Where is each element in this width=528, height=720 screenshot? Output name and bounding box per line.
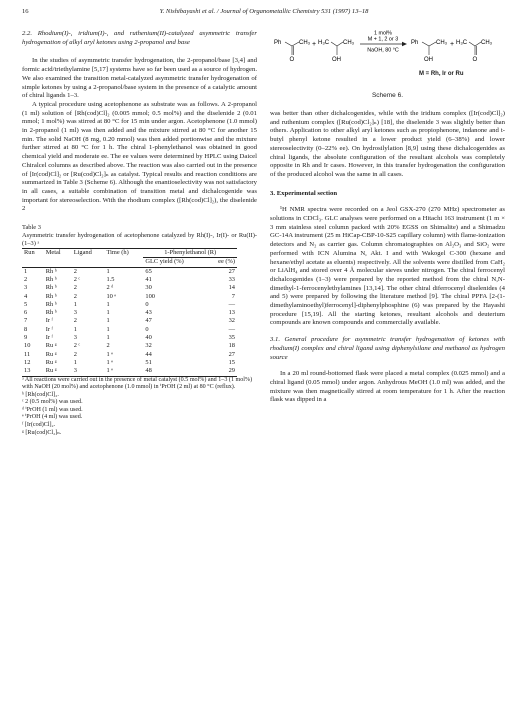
time-cell: 1 xyxy=(106,300,110,308)
ee-cell: 15 xyxy=(228,358,235,366)
table-row xyxy=(22,276,237,284)
time-cell: 10 ᵉ xyxy=(106,292,117,300)
glc-yield-cell: 100 xyxy=(145,292,155,300)
time-cell: 2 ᵈ xyxy=(106,284,114,292)
table-row xyxy=(22,293,237,301)
ee-cell: 27 xyxy=(228,267,235,275)
table-footnote: ᵍ [Ru(cod)Cl₂]ₙ. xyxy=(22,429,62,436)
glc-yield-cell: 30 xyxy=(145,284,152,292)
run-cell: 1 xyxy=(24,267,28,275)
time-cell: 1.5 xyxy=(106,275,115,283)
run-cell: 4 xyxy=(24,292,28,300)
running-header xyxy=(22,6,506,18)
ligand-cell: 2 ᶜ xyxy=(73,275,81,283)
ee-cell: — xyxy=(228,300,235,308)
o-label: O xyxy=(472,57,478,63)
catalyst-loading: 1 mol% xyxy=(374,30,392,37)
oh-label: OH xyxy=(332,57,341,63)
ligand-cell: 2 xyxy=(73,317,77,325)
table-footnote: ᵈ ⁱPrOH (1 ml) was used. xyxy=(22,406,83,413)
ch3-label: CH₃ xyxy=(436,40,448,46)
table-row xyxy=(22,359,237,367)
o-label: O xyxy=(289,57,295,63)
plus-sign: + xyxy=(312,41,317,48)
ligand-cell: 2 xyxy=(73,267,77,275)
time-cell: 1 xyxy=(106,317,110,325)
run-cell: 8 xyxy=(24,325,28,333)
ee-cell: 35 xyxy=(228,334,235,342)
metal-cell: Ru ᵍ xyxy=(45,358,57,366)
ee-cell: 14 xyxy=(228,284,235,292)
glc-yield-cell: 40 xyxy=(145,334,152,342)
glc-yield-cell: 51 xyxy=(145,358,152,366)
table-row xyxy=(22,367,237,376)
running-head: Y. Nishibayashi et al. / Journal of Organometallic Chemistry 531 (1997) 13–18 xyxy=(159,8,369,15)
right-column xyxy=(270,30,505,405)
ee-cell: — xyxy=(228,325,235,333)
scheme-6 xyxy=(270,30,505,110)
run-cell: 10 xyxy=(24,342,31,350)
table-footnote: ᶜ 2 (0.5 mol%) was used. xyxy=(22,399,83,406)
ligand-cell: 2 xyxy=(73,284,77,292)
run-cell: 13 xyxy=(24,367,31,375)
time-cell: 1 xyxy=(106,325,110,333)
paragraph: ¹H NMR spectra were recorded on a Jeol GSX-270 (270 MHz) spectrometer as solutions in CDCl₃. GLC analyses were performed on a Hitachi 163 instrument (1 m × 3 mm stainless steel column packed with 20% EGSS on Shimalite) and a Shimadzu GC-14A instrument (25 m HiCap-CBP-10-S25 capillary column) with flame-ionization detectors and N₂ as carrier gas. Column chromatographies on Al₂O₃ and SiO₂ were performed with ICN Alumina N, Akt. I and with Wakogel C-300 (hexane and hexane/ethyl acetate as eluents) respectively. All the solvents were distilled from CaH₂ or LiAlH₄ and stored over 4 Å molecular sieves under nitrogen. The chiral ferrocenyl dichalcogenides (1–3) were prepared by the reported method from the chiral N,N-dimethyl-1-ferrocenylethylamines [13,14]. The other chiral diferrocenyl diselenides (4 and 5) were prepared by following the literature method [9]. The chiral PPFA [2-(1-dimethylaminoethyl)ferrocenyl]-diphenylphosphine (6) was prepared by the Hayashi procedure [15,19]. All the starting ketones, resultant alcohols and deuterium compounds are known compounds and commercially available. xyxy=(270,206,505,327)
ch3-label: CH₃ xyxy=(299,40,311,46)
ligand-cell: 1 xyxy=(73,300,77,308)
ligand-cell: 1 xyxy=(73,325,77,333)
paragraph: A typical procedure using acetophenone as substrate was as follows. A 2-propanol (1 ml) solution of [Rh(cod)Cl]₂ (0.005 mmol; 0.5 mol%) and the diselenide 2 (0.01 mmol; 1 mol%) was stirred at 80 °C for 15 min under argon. Acetophenone (1.0 mmol) in 2-propanol (1 ml) was then added and the mixture stirred at 80 °C for another 15 min. The solid NaOH (8 mg, 0.20 mmol) was then added portionwise and the mixture further stirred at 80 °C for 1 h. The chiral 1-phenylethanol was obtained in good chemical yield and moderate ee. The ee values were determined by HPLC using Daicel Chiralcel columns as described above. The reaction was also carried out in the presence of [Ir(cod)Cl]₂ or [Ru(cod)Cl₂]ₙ as catalyst. Typical results and reaction conditions are summarized in Table 3 (Scheme 6). Although the enantioselectivity was not satisfactory in all cases, a suitable combination of transition metal and dichalcogenide was important for stereoselection. With the rhodium complex ([Rh(cod)Cl]₂), the diselenide 2 xyxy=(22,100,257,213)
run-cell: 6 xyxy=(24,309,28,317)
glc-yield-cell: 32 xyxy=(145,342,152,350)
ligand-cell: 3 xyxy=(73,309,77,317)
table-row xyxy=(22,267,237,276)
table-row xyxy=(22,351,237,359)
ligand-cell: 3 xyxy=(73,367,77,375)
oh-label: OH xyxy=(424,57,433,63)
table-row xyxy=(22,342,237,350)
ligand-cell: 1 xyxy=(73,358,77,366)
col-header-run: Run xyxy=(24,249,35,257)
glc-yield-cell: 48 xyxy=(145,367,152,375)
metal-cell: Rh ᵇ xyxy=(45,300,57,308)
paragraph: In the studies of asymmetric transfer hydrogenation, the 2-propanol/base [3,4] and formic acid/triethylamine [5,17] systems have so far been used as a source of hydrogen. We also examined the transition metal-catalyzed asymmetric transfer hydrogenation of simple ketones by using a 2-propanol/base system in the presence of a catalytic amount of chiral ligands 1–3. xyxy=(22,57,257,100)
reaction-scheme-graphic xyxy=(270,30,505,90)
time-cell: 1 ᵉ xyxy=(106,350,113,358)
col-header-ligand: Ligand xyxy=(73,249,92,257)
section-2-2-title: 2.2. Rhodium(I)-, iridium(I)-, and ruthenium(II)-catalyzed asymmetric transfer hydrogenation of alkyl aryl ketones using 2-propanol and base xyxy=(22,30,257,46)
time-cell: 1 ᵉ xyxy=(106,358,113,366)
metal-cell: Ru ᵍ xyxy=(45,350,57,358)
table-row xyxy=(22,317,237,325)
glc-yield-cell: 0 xyxy=(145,300,149,308)
metal-cell: Ir ᶠ xyxy=(45,334,53,342)
glc-yield-cell: 41 xyxy=(145,275,152,283)
table-caption: Asymmetric transfer hydrogenation of acetophenone catalyzed by Rh(I)-, Ir(I)- or Ru(II)-(1–3) ᵃ xyxy=(22,232,257,248)
ch3-label: CH₃ xyxy=(481,40,493,46)
ch3-left-label: H₃C xyxy=(456,40,468,46)
table-label: Table 3 xyxy=(22,224,41,232)
run-cell: 9 xyxy=(24,334,28,342)
run-cell: 12 xyxy=(24,358,31,366)
glc-yield-cell: 65 xyxy=(145,267,152,275)
metal-cell: Rh ᵇ xyxy=(45,309,57,317)
table-row xyxy=(22,309,237,317)
run-cell: 5 xyxy=(24,300,28,308)
run-cell: 11 xyxy=(24,350,31,358)
table-footnote: ᵇ [Rh(cod)Cl]₂. xyxy=(22,391,59,398)
ph-label: Ph xyxy=(274,40,282,46)
ee-cell: 13 xyxy=(228,309,235,317)
paragraph: In a 20 ml round-bottomed flask were placed a metal complex (0.025 mmol) and a chiral ligand (0.05 mmol) under argon. Anhydrous MeOH (1.0 ml) was added, and the mixture was then magnetically stirred at room temperature for 1 h. After the reaction flask was dipped in a xyxy=(270,370,505,404)
run-cell: 3 xyxy=(24,284,28,292)
ee-cell: 27 xyxy=(228,350,235,358)
section-3-title: 3. Experimental section xyxy=(270,189,338,197)
col-header-time: Time (h) xyxy=(106,249,129,257)
run-cell: 7 xyxy=(24,317,28,325)
col-header-product: 1-Phenylethanol (R) xyxy=(164,249,217,257)
col-header-glc: GLC yield (%) xyxy=(143,258,206,267)
glc-yield-cell: 43 xyxy=(145,309,152,317)
ph-label: Ph xyxy=(411,40,419,46)
ee-cell: 32 xyxy=(228,317,235,325)
table-row xyxy=(22,301,237,309)
table-footnote: ᵃ All reactions were carried out in the presence of metal catalyst (0.5 mol%) and 1–3 (1 mol%) with NaOH (20 mol%) and acetophenone (1.0 mmol) in ⁱPrOH (2 ml) at 80 °C (reflux). xyxy=(22,376,253,391)
ee-cell: 7 xyxy=(231,292,235,300)
metal-cell: Ir ᶠ xyxy=(45,325,53,333)
table-footnote: ᶠ [Ir(cod)Cl]₂. xyxy=(22,422,56,429)
catalyst-system: M + 1, 2 or 3 xyxy=(367,36,399,43)
col-header-metal: Metal xyxy=(45,249,61,257)
ee-cell: 33 xyxy=(228,275,235,283)
run-cell: 2 xyxy=(24,275,28,283)
table-footnote: ᵉ ⁱPrOH (4 ml) was used. xyxy=(22,414,83,421)
metal-cell: Ru ᵍ xyxy=(45,342,57,350)
reaction-conditions: NaOH, 80 °C xyxy=(367,47,399,54)
col-header-ee: ee (%) xyxy=(206,258,237,267)
left-column xyxy=(22,30,257,437)
time-cell: 1 ᵉ xyxy=(106,367,113,375)
metal-cell: Rh ᵇ xyxy=(45,267,57,275)
metal-cell: Ir ᶠ xyxy=(45,317,53,325)
metal-cell: Rh ᵇ xyxy=(45,292,57,300)
table-row xyxy=(22,326,237,334)
table-row xyxy=(22,334,237,342)
metal-cell: Ru ᵍ xyxy=(45,367,57,375)
ee-cell: 18 xyxy=(228,342,235,350)
ligand-cell: 3 xyxy=(73,334,77,342)
table-3-grid xyxy=(22,248,237,376)
table-footnotes xyxy=(22,377,257,438)
table-3 xyxy=(22,224,257,437)
ee-cell: 29 xyxy=(228,367,235,375)
glc-yield-cell: 44 xyxy=(145,350,152,358)
ch3-label: CH₃ xyxy=(343,40,355,46)
plus-sign: + xyxy=(450,41,455,48)
time-cell: 2 xyxy=(106,342,110,350)
table-row xyxy=(22,284,237,292)
metal-definition: M = Rh, Ir or Ru xyxy=(419,71,464,77)
section-3-1-title: 3.1. General procedure for asymmetric transfer hydrogenation of ketones with rhodium(I) complex and chiral ligand using diphenylsilane and methanol as hydrogen source xyxy=(270,336,505,361)
glc-yield-cell: 0 xyxy=(145,325,149,333)
ch3-left-label: H₃C xyxy=(318,40,330,46)
ligand-cell: 2 xyxy=(73,350,77,358)
glc-yield-cell: 47 xyxy=(145,317,152,325)
metal-cell: Rh ᵇ xyxy=(45,275,57,283)
metal-cell: Rh ᵇ xyxy=(45,284,57,292)
page-number: 16 xyxy=(22,8,29,15)
ligand-cell: 2 ᶜ xyxy=(73,342,81,350)
time-cell: 1 xyxy=(106,267,110,275)
time-cell: 1 xyxy=(106,334,110,342)
time-cell: 1 xyxy=(106,309,110,317)
table-body xyxy=(22,267,237,376)
ligand-cell: 2 xyxy=(73,292,77,300)
scheme-caption: Scheme 6. xyxy=(371,92,404,99)
paragraph: was better than other dichalcogenides, while with the iridium complex ([Ir(cod)Cl]₂) and ruthenium complex ([Ru(cod)Cl₂]ₙ) [18], the diselenide 3 was slightly better than others. Application to other alkyl aryl ketones such as propiophenone, indanone and t-butyl phenyl ketone resulted in a lower product yield (6–38%) and lower stereoselectivity (0–22% ee). On hydrosilylation [8,9] using these dichalcogenides as chiral ligands, the absolute configuration of the resultant alcohols was completely opposite in Rh and Ir cases. However, in this transfer hydrogenation the configuration of the produced alcohol was the same in all cases. xyxy=(270,110,505,178)
